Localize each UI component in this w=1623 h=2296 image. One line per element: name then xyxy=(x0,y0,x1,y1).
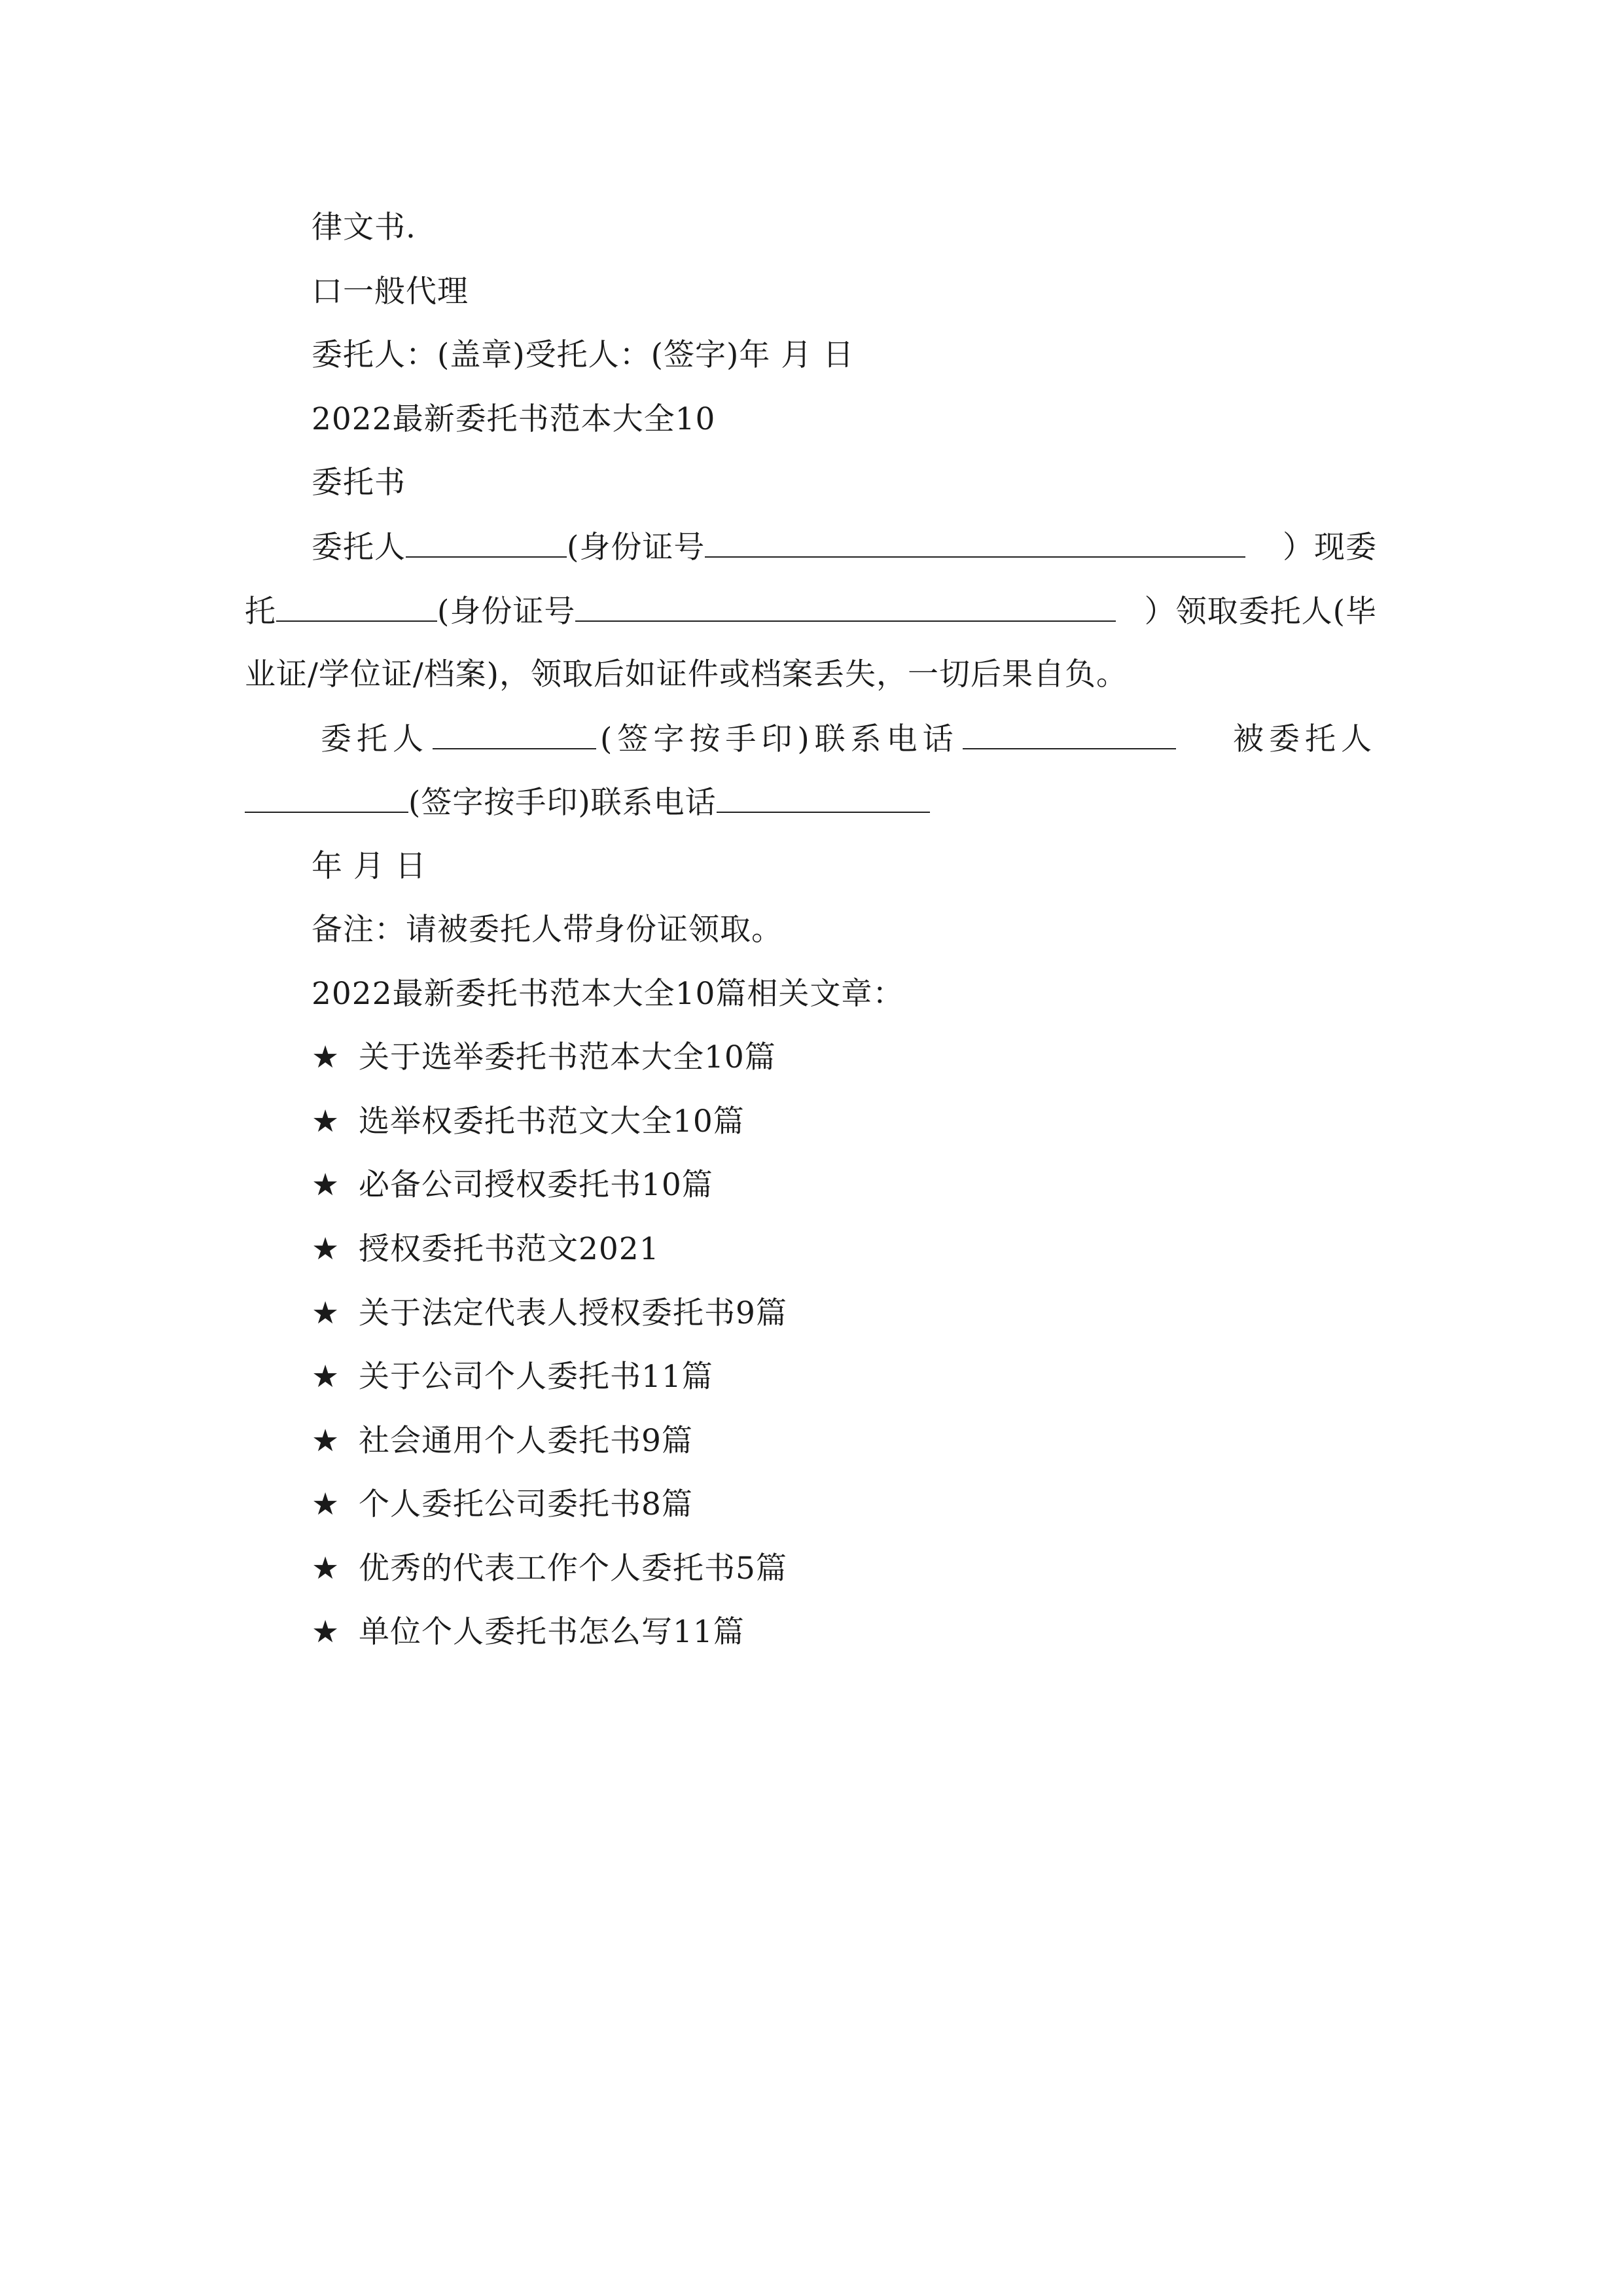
related-article-link[interactable]: ★ 优秀的代表工作个人委托书5篇 xyxy=(312,1549,787,1588)
text-line-note: 备注：请被委托人带身份证领取。 xyxy=(312,912,783,948)
label-principal: 委托人 xyxy=(312,529,406,565)
star-icon: ★ xyxy=(312,1167,340,1203)
label-agent: 被委托人 xyxy=(1233,721,1377,757)
blank-principal-sign xyxy=(433,719,596,749)
blank-agent-name xyxy=(276,592,437,622)
related-article-link[interactable]: ★ 必备公司授权委托书10篇 xyxy=(312,1166,713,1205)
text-line-date: 年 月 日 xyxy=(312,848,427,884)
blank-principal-name xyxy=(406,528,567,558)
related-article-link[interactable]: ★ 关于法定代表人授权委托书9篇 xyxy=(312,1294,787,1333)
text-line-signature: 委托人：(盖章)受托人：(签字)年 月 日 xyxy=(312,337,855,373)
star-icon: ★ xyxy=(312,1614,340,1650)
related-article-link[interactable]: ★ 授权委托书范文2021 xyxy=(312,1230,660,1269)
star-icon: ★ xyxy=(312,1103,340,1139)
star-icon: ★ xyxy=(312,1551,340,1587)
text-line-document-title: 委托书 xyxy=(312,465,406,501)
star-icon: ★ xyxy=(312,1423,340,1459)
star-icon: ★ xyxy=(312,1486,340,1522)
blank-principal-id xyxy=(705,528,1245,558)
paragraph-line-2 xyxy=(245,592,1377,632)
label-collect: ）领取委托人(毕 xyxy=(1144,594,1377,630)
star-icon: ★ xyxy=(312,1231,340,1267)
paragraph-line-1 xyxy=(312,528,1377,567)
related-article-link[interactable]: ★ 社会通用个人委托书9篇 xyxy=(312,1422,693,1461)
paragraph-line-5 xyxy=(245,783,930,823)
blank-principal-phone xyxy=(963,719,1176,749)
text-line-general-agency: 口一般代理 xyxy=(312,274,469,310)
blank-agent-id xyxy=(575,592,1116,622)
star-icon: ★ xyxy=(312,1359,340,1395)
star-icon: ★ xyxy=(312,1295,340,1331)
paragraph-line-4 xyxy=(321,719,1377,759)
text-line-continuation: 律文书. xyxy=(312,209,416,245)
label-id-number: (身份证号 xyxy=(567,529,705,565)
related-article-link[interactable]: ★ 关于公司个人委托书11篇 xyxy=(312,1357,713,1397)
text-line-section-title: 2022最新委托书范本大全10 xyxy=(312,401,716,437)
related-article-link[interactable]: ★ 个人委托公司委托书8篇 xyxy=(312,1485,693,1524)
label-entrust: 托 xyxy=(245,594,276,630)
related-article-link[interactable]: ★ 关于选举委托书范本大全10篇 xyxy=(312,1038,776,1077)
label-agent-id-number: (身份证号 xyxy=(437,594,576,630)
star-icon: ★ xyxy=(312,1039,340,1075)
label-sign-phone: (签字按手印)联系电话 xyxy=(600,721,959,757)
related-article-link[interactable]: ★ 选举权委托书范文大全10篇 xyxy=(312,1102,745,1141)
paragraph-line-3: 业证/学位证/档案)，领取后如证件或档案丢失，一切后果自负。 xyxy=(245,656,1128,692)
label-principal-sign: 委托人 xyxy=(321,721,429,757)
related-articles-heading: 2022最新委托书范本大全10篇相关文章： xyxy=(312,976,904,1012)
related-article-link[interactable]: ★ 单位个人委托书怎么写11篇 xyxy=(312,1613,745,1652)
label-now-entrust: ）现委 xyxy=(1283,529,1377,565)
label-agent-sign-phone: (签字按手印)联系电话 xyxy=(408,785,717,821)
blank-agent-phone xyxy=(717,783,930,813)
blank-agent-sign xyxy=(245,783,408,813)
